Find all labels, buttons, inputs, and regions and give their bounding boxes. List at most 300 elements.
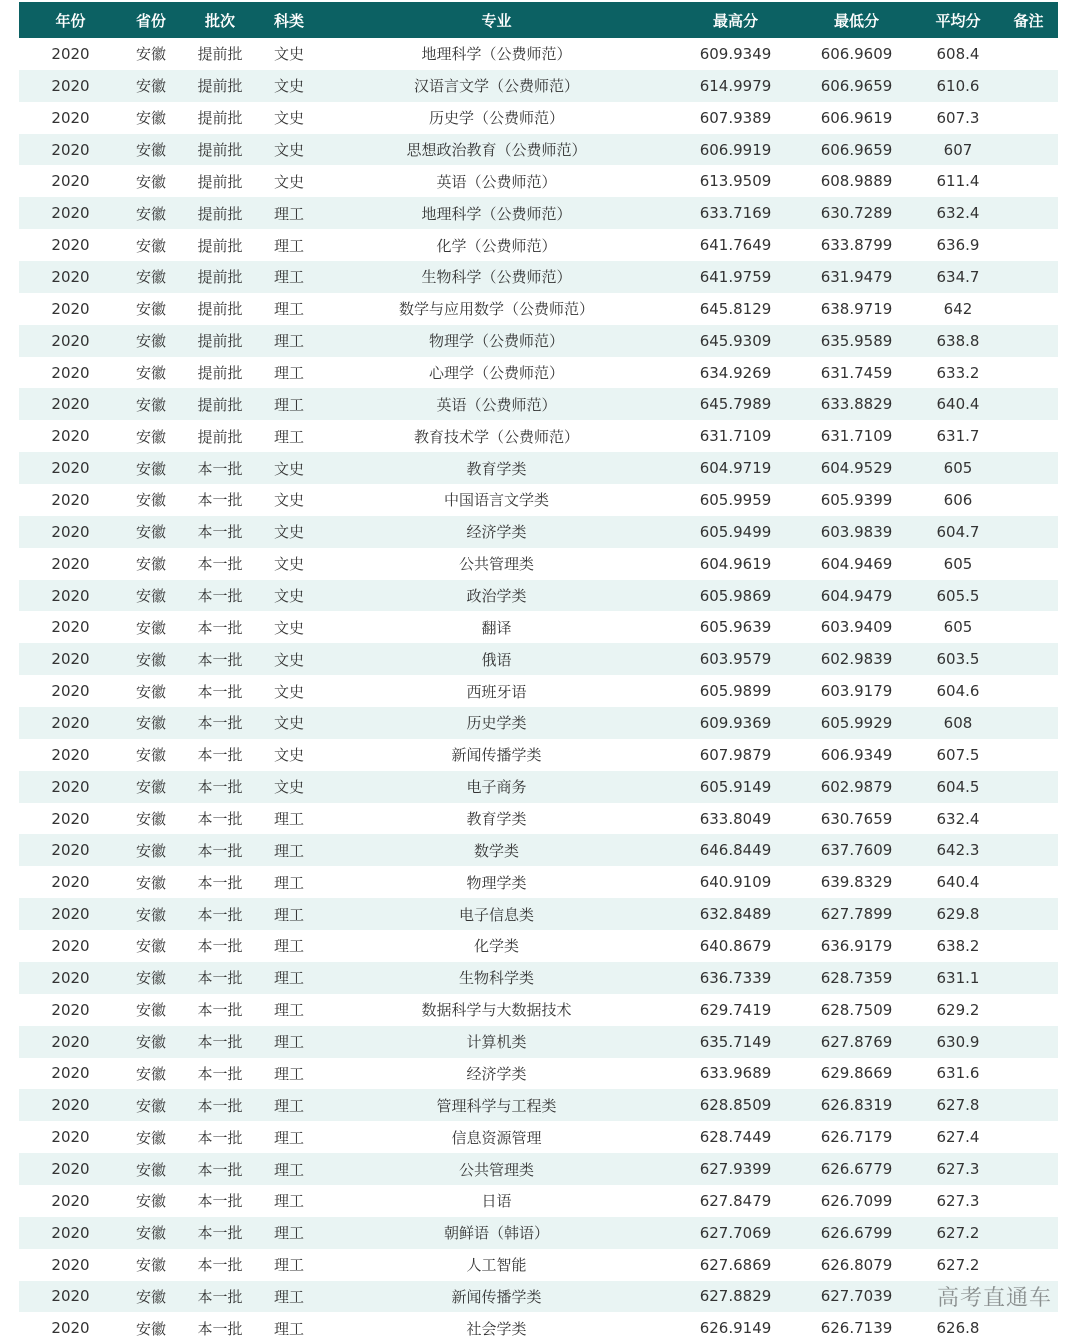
cell-batch: 本一批 [180,452,260,484]
cell-min-score: 627.7039 [796,1281,917,1313]
cell-category: 理工 [273,427,304,446]
cell-avg-score: 638.2 [936,936,980,955]
cell-category: 文史 [260,707,318,739]
cell-category: 文史 [260,643,318,675]
cell-min-score: 630.7659 [820,809,893,828]
table-row [19,197,1058,229]
cell-province: 安徽 [122,516,180,548]
cell-batch: 提前批 [180,388,260,420]
table-row [19,1249,1058,1281]
cell-avg-score: 604.7 [917,516,999,548]
table-row [19,898,1058,930]
cell-remark [999,611,1058,643]
cell-max-score: 605.9499 [675,516,796,548]
cell-year: 2020 [51,108,90,127]
cell-category: 文史 [260,771,318,803]
cell-year: 2020 [19,580,122,612]
cell-min-score: 628.7509 [820,1000,893,1019]
cell-avg-score: 632.4 [917,197,999,229]
cell-year: 2020 [19,261,122,293]
cell-max-score: 646.8449 [675,834,796,866]
cell-province: 安徽 [135,682,166,701]
table-row [19,293,1058,325]
cell-year: 2020 [19,1026,122,1058]
cell-major: 数学与应用数学（公费师范） [398,300,594,319]
cell-max-score: 605.9149 [675,771,796,803]
cell-major: 公共管理类 [318,1153,675,1185]
cell-year: 2020 [19,452,122,484]
cell-category: 理工 [260,388,318,420]
cell-avg-score: 629.8 [917,898,999,930]
cell-year: 2020 [19,325,122,357]
cell-remark [999,994,1058,1026]
cell-batch: 本一批 [197,682,243,701]
cell-category: 理工 [260,1026,318,1058]
cell-max-score: 609.9349 [699,44,772,63]
cell-year: 2020 [19,134,122,166]
cell-province: 安徽 [122,1281,180,1313]
cell-category: 文史 [273,746,304,765]
cell-max-score: 606.9919 [675,134,796,166]
table-row [19,452,1058,484]
table-row [19,102,1058,134]
cell-province: 安徽 [122,643,180,675]
cell-max-score: 604.9619 [699,554,772,573]
cell-year: 2020 [19,388,122,420]
cell-province: 安徽 [122,834,180,866]
cell-avg-score: 627.2 [917,1217,999,1249]
cell-year: 2020 [19,962,122,994]
cell-remark [999,930,1058,962]
cell-year: 2020 [51,873,90,892]
cell-province: 安徽 [135,1128,166,1147]
cell-max-score: 645.8129 [699,299,772,318]
table-body [19,38,1058,1344]
cell-min-score: 603.9179 [820,682,893,701]
cell-year: 2020 [19,643,122,675]
cell-category: 文史 [273,555,304,574]
cell-province: 安徽 [135,555,166,574]
cell-batch: 本一批 [180,1026,260,1058]
cell-category: 理工 [273,1001,304,1020]
cell-category: 文史 [273,109,304,128]
cell-province: 安徽 [122,325,180,357]
cell-avg-score: 627.3 [917,1153,999,1185]
cell-year: 2020 [19,898,122,930]
cell-avg-score: 608 [917,707,999,739]
cell-province: 安徽 [135,491,166,510]
cell-batch: 本一批 [197,746,243,765]
cell-batch: 提前批 [180,197,260,229]
cell-category: 文史 [260,452,318,484]
cell-province: 安徽 [122,898,180,930]
cell-year: 2020 [51,1000,90,1019]
cell-province: 安徽 [135,618,166,637]
cell-year: 2020 [51,490,90,509]
cell-major: 化学（公费师范） [436,236,557,255]
cell-major: 历史学类 [318,707,675,739]
cell-major: 朝鲜语（韩语） [318,1217,675,1249]
cell-category: 理工 [273,1128,304,1147]
cell-avg-score: 631.1 [917,962,999,994]
cell-major: 教育学类 [466,810,527,829]
cell-remark [999,707,1058,739]
cell-min-score: 630.7289 [796,197,917,229]
table-row [19,930,1058,962]
cell-batch: 本一批 [197,1192,243,1211]
cell-batch: 本一批 [197,1064,243,1083]
cell-province: 安徽 [135,1192,166,1211]
cell-remark [999,548,1058,580]
cell-category: 文史 [273,45,304,64]
cell-avg-score: 607.5 [936,745,980,764]
cell-remark [999,388,1058,420]
table-row [19,962,1058,994]
cell-province: 安徽 [122,580,180,612]
cell-major: 思想政治教育（公费师范） [318,134,675,166]
table-row [19,803,1058,835]
cell-major: 英语（公费师范） [436,172,557,191]
cell-max-score: 645.9309 [675,325,796,357]
cell-major: 计算机类 [318,1026,675,1058]
cell-category: 理工 [260,962,318,994]
cell-category: 理工 [273,1319,304,1338]
cell-category: 理工 [273,873,304,892]
cell-year: 2020 [51,299,90,318]
cell-batch: 提前批 [197,172,243,191]
cell-year: 2020 [19,707,122,739]
cell-min-score: 638.9719 [820,299,893,318]
table-row [19,643,1058,675]
cell-max-score: 633.8049 [699,809,772,828]
cell-year: 2020 [51,745,90,764]
cell-batch: 本一批 [180,1153,260,1185]
column-header-major: 专业 [318,2,675,38]
cell-min-score: 635.9589 [796,325,917,357]
cell-category: 文史 [260,516,318,548]
table-row [19,994,1058,1026]
table-row [19,1153,1058,1185]
cell-max-score: 641.7649 [699,236,772,255]
cell-min-score: 633.8829 [796,388,917,420]
cell-avg-score: 607 [917,134,999,166]
cell-major: 翻译 [481,618,512,637]
cell-batch: 本一批 [180,771,260,803]
cell-batch: 提前批 [180,261,260,293]
cell-year: 2020 [19,197,122,229]
cell-batch: 本一批 [197,1319,243,1338]
cell-category: 理工 [273,810,304,829]
cell-category: 理工 [260,898,318,930]
table-row [19,611,1058,643]
cell-batch: 本一批 [197,555,243,574]
cell-major: 新闻传播学类 [451,746,542,765]
cell-province: 安徽 [122,70,180,102]
cell-province: 安徽 [122,962,180,994]
cell-province: 安徽 [135,109,166,128]
cell-year: 2020 [51,1319,90,1338]
table-row [19,1089,1058,1121]
cell-category: 理工 [273,1192,304,1211]
cell-remark [999,739,1058,771]
table-row [19,1312,1058,1344]
cell-avg-score: 604.5 [917,771,999,803]
cell-year: 2020 [19,1217,122,1249]
cell-province: 安徽 [122,1153,180,1185]
cell-category: 理工 [273,300,304,319]
cell-avg-score: 627.2 [936,1255,980,1274]
cell-major: 电子商务 [318,771,675,803]
cell-province: 安徽 [135,1001,166,1020]
cell-min-score: 633.8799 [820,236,893,255]
cell-max-score: 605.9959 [699,490,772,509]
cell-major: 英语（公费师范） [318,388,675,420]
cell-remark [999,38,1058,70]
cell-major: 中国语言文学类 [443,491,549,510]
cell-max-score: 603.9579 [675,643,796,675]
cell-max-score: 640.9109 [699,873,772,892]
cell-province: 安徽 [122,707,180,739]
cell-major: 物理学类 [466,873,527,892]
cell-batch: 本一批 [197,618,243,637]
cell-year: 2020 [19,70,122,102]
cell-min-score: 626.8079 [820,1255,893,1274]
cell-year: 2020 [51,236,90,255]
cell-remark [999,102,1058,134]
cell-avg-score: 611.4 [936,172,980,191]
column-header-remark: 备注 [999,2,1058,38]
cell-remark [999,898,1058,930]
cell-max-score: 640.8679 [699,936,772,955]
cell-major: 信息资源管理 [451,1128,542,1147]
cell-max-score: 609.9369 [675,707,796,739]
cell-remark [999,420,1058,452]
cell-max-score: 631.7109 [699,427,772,446]
cell-avg-score: 638.8 [917,325,999,357]
cell-major: 经济学类 [466,1064,527,1083]
cell-province: 安徽 [135,172,166,191]
cell-batch: 本一批 [197,810,243,829]
cell-major: 心理学（公费师范） [428,364,564,383]
cell-year: 2020 [51,1064,90,1083]
cell-max-score: 605.9869 [675,580,796,612]
cell-remark [999,70,1058,102]
cell-avg-score: 640.4 [917,388,999,420]
table-row [19,548,1058,580]
cell-remark [999,1058,1058,1090]
cell-category: 理工 [273,1064,304,1083]
cell-min-score: 631.7109 [820,427,893,446]
cell-province: 安徽 [135,1319,166,1338]
cell-max-score: 627.7069 [675,1217,796,1249]
cell-category: 文史 [273,172,304,191]
cell-province: 安徽 [122,261,180,293]
cell-province: 安徽 [135,1256,166,1275]
cell-remark [999,325,1058,357]
cell-category: 理工 [273,236,304,255]
cell-max-score: 635.7149 [675,1026,796,1058]
cell-province: 安徽 [135,427,166,446]
watermark: 高考直通车 [936,1286,1052,1311]
cell-max-score: 604.9719 [675,452,796,484]
cell-max-score: 628.8509 [675,1089,796,1121]
cell-year: 2020 [51,1191,90,1210]
table-row [19,834,1058,866]
cell-min-score: 605.9399 [820,490,893,509]
cell-province: 安徽 [135,937,166,956]
cell-max-score: 636.7339 [675,962,796,994]
cell-batch: 提前批 [197,427,243,446]
cell-major: 生物科学类 [318,962,675,994]
cell-max-score: 628.7449 [699,1128,772,1147]
cell-province: 安徽 [135,810,166,829]
table-row [19,261,1058,293]
table-row [19,739,1058,771]
table-row [19,1185,1058,1217]
cell-batch: 提前批 [197,109,243,128]
table-row [19,484,1058,516]
table-row [19,1281,1058,1313]
cell-major: 电子信息类 [318,898,675,930]
cell-major: 教育学类 [318,452,675,484]
cell-remark [999,1312,1058,1344]
cell-max-score: 613.9509 [699,172,772,191]
table-header-row [19,2,1058,38]
cell-category: 理工 [273,1256,304,1275]
cell-major: 政治学类 [318,580,675,612]
cell-avg-score: 605.5 [917,580,999,612]
cell-avg-score: 630.9 [917,1026,999,1058]
cell-batch: 本一批 [180,898,260,930]
cell-batch: 提前批 [197,45,243,64]
cell-batch: 本一批 [180,516,260,548]
cell-avg-score: 610.6 [917,70,999,102]
cell-remark [999,1217,1058,1249]
cell-batch: 本一批 [197,873,243,892]
cell-batch: 提前批 [180,134,260,166]
cell-major: 社会学类 [466,1319,527,1338]
cell-major: 地理科学（公费师范） [421,45,572,64]
cell-remark [999,1185,1058,1217]
cell-year: 2020 [51,363,90,382]
cell-year: 2020 [51,936,90,955]
table-row [19,1121,1058,1153]
cell-remark [999,962,1058,994]
cell-max-score: 626.9149 [699,1319,772,1338]
cell-year: 2020 [19,771,122,803]
cell-min-score: 626.8319 [796,1089,917,1121]
cell-remark [999,1121,1058,1153]
cell-year: 2020 [19,516,122,548]
cell-avg-score: 604.6 [936,682,980,701]
cell-category: 理工 [273,937,304,956]
cell-max-score: 633.7169 [675,197,796,229]
cell-min-score: 626.7099 [820,1191,893,1210]
column-header-batch: 批次 [180,2,260,38]
cell-major: 俄语 [318,643,675,675]
cell-province: 安徽 [135,746,166,765]
cell-major: 管理科学与工程类 [318,1089,675,1121]
cell-province: 安徽 [122,1026,180,1058]
cell-province: 安徽 [122,771,180,803]
cell-min-score: 604.9529 [796,452,917,484]
cell-min-score: 626.7179 [820,1128,893,1147]
cell-min-score: 627.7899 [796,898,917,930]
cell-max-score: 641.9759 [675,261,796,293]
cell-year: 2020 [19,1281,122,1313]
cell-remark [999,516,1058,548]
cell-province: 安徽 [135,873,166,892]
cell-remark [999,1249,1058,1281]
cell-category: 理工 [260,197,318,229]
cell-category: 文史 [260,580,318,612]
cell-min-score: 606.9659 [796,134,917,166]
cell-remark [999,1026,1058,1058]
cell-category: 文史 [273,618,304,637]
cell-year: 2020 [51,554,90,573]
cell-max-score: 634.9269 [699,363,772,382]
cell-avg-score: 627.3 [936,1191,980,1210]
cell-category: 理工 [260,1089,318,1121]
table-row [19,70,1058,102]
cell-avg-score: 606 [943,490,973,509]
cell-min-score: 626.7139 [820,1319,893,1338]
table-row [19,134,1058,166]
cell-min-score: 602.9839 [796,643,917,675]
cell-category: 理工 [260,261,318,293]
cell-province: 安徽 [122,134,180,166]
cell-batch: 本一批 [180,1281,260,1313]
cell-avg-score: 605 [943,554,973,573]
cell-province: 安徽 [135,364,166,383]
cell-major: 教育技术学（公费师范） [413,427,579,446]
cell-min-score: 603.9409 [820,618,893,637]
cell-major: 公共管理类 [458,555,534,574]
cell-major: 地理科学（公费师范） [318,197,675,229]
cell-remark [999,834,1058,866]
cell-min-score: 628.7359 [796,962,917,994]
cell-year: 2020 [51,44,90,63]
cell-avg-score: 629.2 [936,1000,980,1019]
cell-max-score: 632.8489 [675,898,796,930]
table-row [19,580,1058,612]
column-header-min-score: 最低分 [796,2,917,38]
cell-min-score: 606.9659 [796,70,917,102]
cell-batch: 提前批 [197,236,243,255]
cell-avg-score: 627.8 [917,1089,999,1121]
column-header-max-score: 最高分 [675,2,796,38]
cell-min-score: 603.9839 [796,516,917,548]
cell-year: 2020 [51,1255,90,1274]
cell-year: 2020 [19,1089,122,1121]
cell-year: 2020 [19,834,122,866]
cell-batch: 本一批 [197,937,243,956]
cell-min-score: 604.9469 [820,554,893,573]
cell-avg-score: 603.5 [917,643,999,675]
cell-min-score: 627.8769 [796,1026,917,1058]
cell-major: 历史学（公费师范） [428,109,564,128]
cell-remark [999,452,1058,484]
column-header-year: 年份 [19,2,122,38]
cell-avg-score: 642.3 [917,834,999,866]
cell-category: 文史 [273,682,304,701]
cell-avg-score: 633.2 [936,363,980,382]
cell-remark [999,484,1058,516]
table-row [19,420,1058,452]
cell-avg-score: 626.8 [936,1319,980,1338]
cell-max-score: 607.9879 [699,745,772,764]
cell-max-score: 627.9399 [675,1153,796,1185]
